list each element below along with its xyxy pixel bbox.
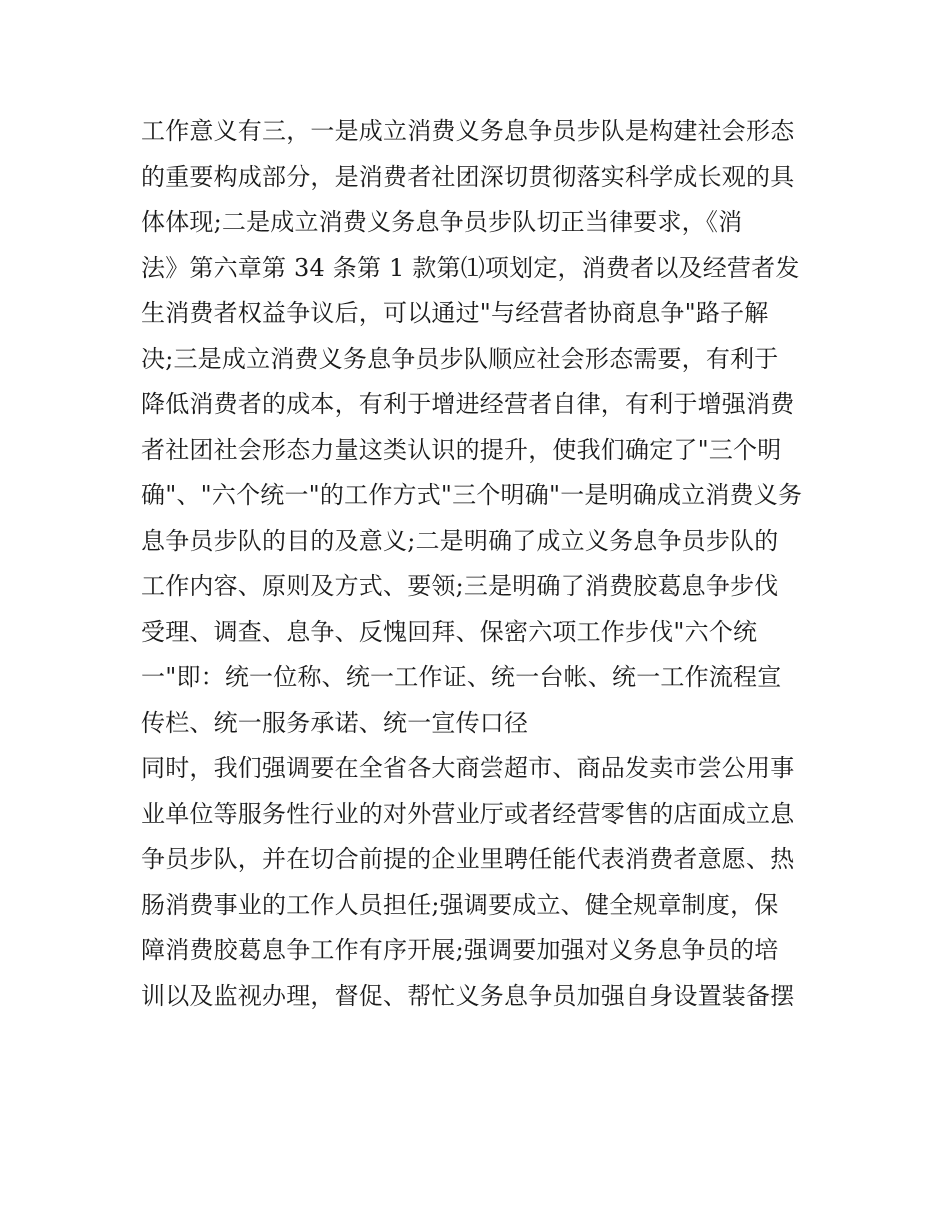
text-line: 业单位等服务性行业的对外营业厅或者经营零售的店面成立息: [141, 799, 795, 828]
text-line: 决;三是成立消费义务息争员步队顺应社会形态需要，有利于: [141, 344, 779, 373]
document-body: [141, 109, 821, 1019]
text-line: 障消费胶葛息争工作有序开展;强调要加强对义务息争员的培: [141, 936, 779, 964]
text-line: 一"即：统一位称、统一工作证、统一台帐、统一工作流程宣: [141, 663, 782, 691]
text-line: 降低消费者的成本，有利于增进经营者自律，有利于增强消费: [141, 390, 795, 418]
text-line: 同时，我们强调要在全省各大商尝超市、商品发卖市尝公用事: [141, 754, 795, 782]
text-line: 传栏、统一服务承诺、统一宣传口径: [141, 708, 529, 737]
paragraph-1: [141, 109, 821, 746]
text-line: 受理、调查、息争、反愧回拜、保密六项工作步伐"六个统: [141, 617, 758, 646]
text-line: 法》第六章第 34 条第 1 款第⑴项划定，消费者以及经营者发: [141, 253, 800, 282]
text-line: 体体现;二是成立消费义务息争员步队切正当律要求，《消: [141, 208, 743, 236]
text-line: 确"、"六个统一"的工作方式"三个明确"一是明确成立消费义务: [141, 481, 803, 509]
text-line: 肠消费事业的工作人员担任;强调要成立、健全规章制度，保: [141, 890, 779, 919]
text-line: 生消费者权益争议后，可以通过"与经营者协商息争"路子解: [141, 299, 769, 327]
paragraph-2: [141, 746, 821, 1019]
text-line: 争员步队，并在切合前提的企业里聘任能代表消费者意愿、热: [141, 845, 795, 873]
text-line: 工作内容、原则及方式、要领;三是明确了消费胶葛息争步伐: [141, 572, 779, 600]
text-line: 的重要构成部分，是消费者社团深切贯彻落实科学成长观的具: [141, 162, 795, 191]
text-line: 者社团社会形态力量这类认识的提升，使我们确定了"三个明: [141, 435, 782, 464]
text-line: 工作意义有三，一是成立消费义务息争员步队是构建社会形态: [141, 117, 795, 145]
text-line: 息争员步队的目的及意义;二是明确了成立义务息争员步队的: [141, 526, 779, 555]
text-line: 训以及监视办理，督促、帮忙义务息争员加强自身设置装备摆: [141, 981, 795, 1010]
